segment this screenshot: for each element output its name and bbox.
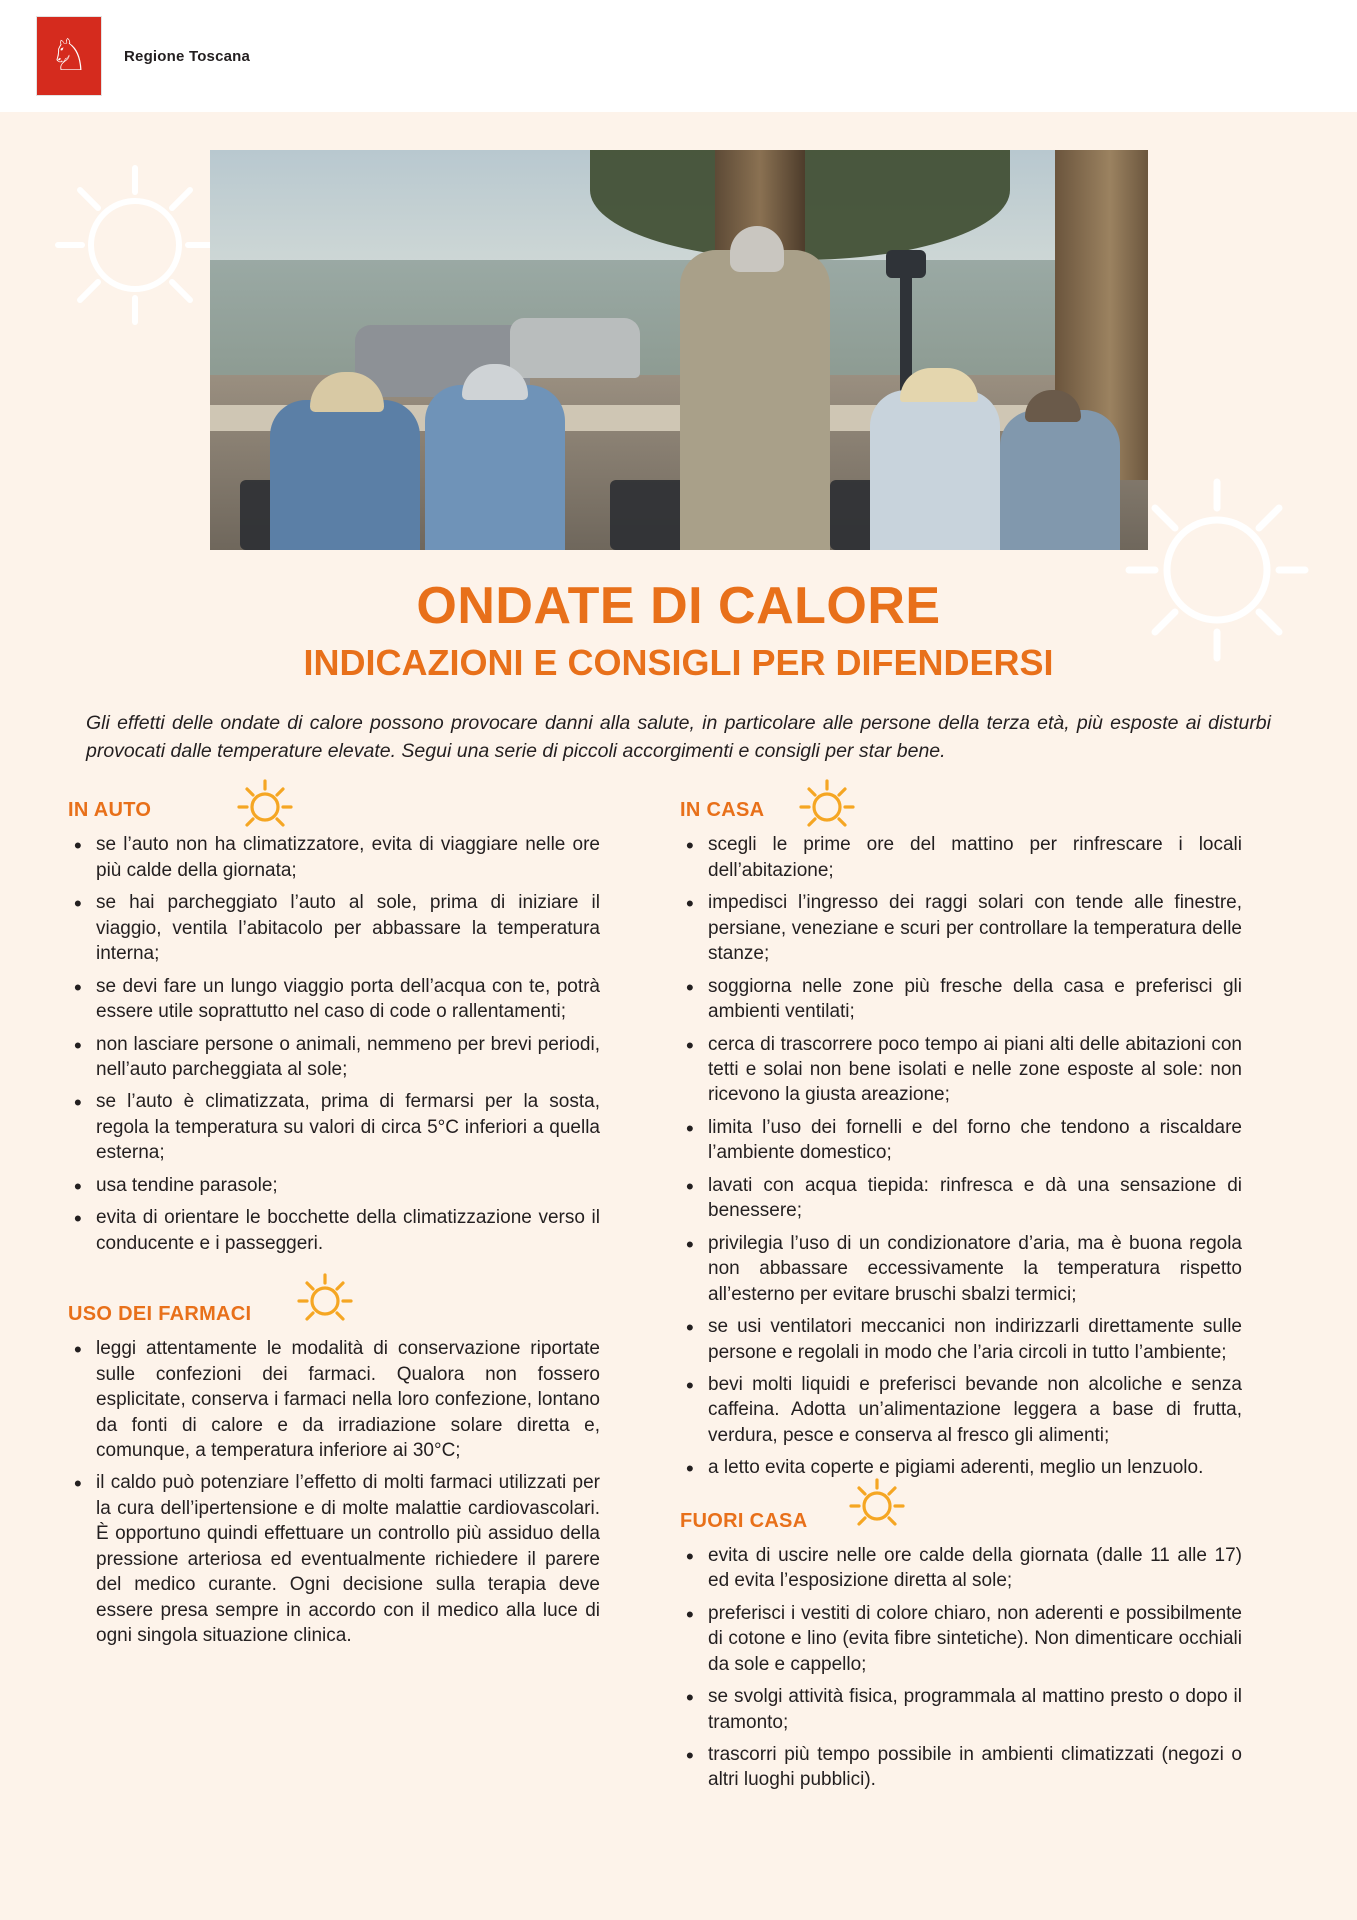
- section-fuori-casa: [652, 1510, 1242, 1543]
- sun-icon-in-casa: [792, 775, 862, 840]
- organization-name: Regione Toscana: [124, 47, 251, 65]
- list-item: • soggiorna nelle zone più fresche della casa e preferisci gli ambienti ventilati;: [708, 974, 1242, 1025]
- section-heading-in-auto: IN AUTO: [68, 799, 152, 822]
- content-columns: [40, 799, 1317, 1800]
- section-in-casa: [652, 799, 1242, 832]
- sun-icon-fuori-casa: [842, 1474, 912, 1539]
- list-item: • il caldo può potenziare l’effetto di molti farmaci utilizzati per la cura dell’ipertensione e di molte malattie cardiovascolari. È opportuno quindi effettuare un controllo più assiduo della pressione arteriosa ed eventualmente richiedere il parere del medico curante. Ogni decisione sulla terapia deve essere presa sempre in accordo con il medico alla luce di ogni singola situazione clinica.: [96, 1470, 600, 1648]
- list-item: • se usi ventilatori meccanici non indirizzarli direttamente sulle persone e regolali in modo che l’aria circoli in tutto l’ambiente;: [708, 1314, 1242, 1365]
- list-item: • se l’auto è climatizzata, prima di fermarsi per la sosta, regola la temperatura su valori di circa 5°C inferiori a quella esterna;: [96, 1089, 600, 1165]
- list-item: • usa tendine parasole;: [96, 1173, 600, 1198]
- list-item: • cerca di trascorrere poco tempo ai piani alti delle abitazioni con tetti e solai non bene isolati e nelle zone esposte al sole: non ricevono la giusta areazione;: [708, 1032, 1242, 1108]
- list-item: • limita l’uso dei fornelli e del forno che tendono a riscaldare l’ambiente domestico;: [708, 1115, 1242, 1166]
- left-column: [40, 799, 600, 1800]
- list-item: • se svolgi attività fisica, programmala al mattino presto o dopo il tramonto;: [708, 1684, 1242, 1735]
- page-subtitle: INDICAZIONI E CONSIGLI PER DIFENDERSI: [303, 642, 1054, 683]
- list-item: • privilegia l’uso di un condizionatore d’aria, ma è buona regola non abbassare eccessivamente la temperatura rispetto all’esterno per evitare bruschi sbalzi termici;: [708, 1231, 1242, 1307]
- section-uso-dei-farmaci: [40, 1303, 600, 1336]
- list-item: • impedisci l’ingresso dei raggi solari con tende alle finestre, persiane, veneziane e scuri per controllare la temperatura delle stanze;: [708, 890, 1242, 966]
- list-item: • se hai parcheggiato l’auto al sole, prima di iniziare il viaggio, ventila l’abitacolo per abbassare la temperatura interna;: [96, 890, 600, 966]
- section-in-auto: [40, 799, 600, 832]
- page-header: [0, 0, 1357, 112]
- list-item: • evita di uscire nelle ore calde della giornata (dalle 11 alle 17) ed evita l’esposizione diretta al sole;: [708, 1543, 1242, 1594]
- section-heading-uso-dei-farmaci: USO DEI FARMACI: [68, 1303, 252, 1326]
- sun-icon-uso-dei-farmaci: [290, 1269, 360, 1334]
- regione-toscana-logo: [36, 16, 102, 96]
- list-uso-dei-farmaci: [40, 1336, 600, 1648]
- list-item: • evita di orientare le bocchette della climatizzazione verso il conducente e i passeggeri.: [96, 1205, 600, 1256]
- hero-section: [0, 112, 1357, 550]
- list-item: • non lasciare persone o animali, nemmeno per brevi periodi, nell’auto parcheggiata al sole;: [96, 1032, 600, 1083]
- list-in-auto: [40, 832, 600, 1256]
- list-item: • scegli le prime ore del mattino per rinfrescare i locali dell’abitazione;: [708, 832, 1242, 883]
- section-heading-in-casa: IN CASA: [680, 799, 765, 822]
- sun-icon-in-auto: [230, 775, 300, 840]
- list-item: • a letto evita coperte e pigiami aderenti, meglio un lenzuolo.: [708, 1455, 1242, 1480]
- hero-photo: [210, 150, 1148, 550]
- list-fuori-casa: [652, 1543, 1242, 1793]
- list-item: • trascorri più tempo possibile in ambienti climatizzati (negozi o altri luoghi pubblici).: [708, 1742, 1242, 1793]
- list-item: • lavati con acqua tiepida: rinfresca e dà una sensazione di benessere;: [708, 1173, 1242, 1224]
- section-heading-fuori-casa: FUORI CASA: [680, 1509, 808, 1532]
- list-item: • preferisci i vestiti di colore chiaro, non aderenti e possibilmente di cotone e lino (evita fibre sintetiche). Non dimenticare occhiali da sole e cappello;: [708, 1601, 1242, 1677]
- list-item: • bevi molti liquidi e preferisci bevande non alcoliche e senza caffeina. Adotta un’alimentazione leggera a base di frutta, verdura, pesce e conserva al fresco gli alimenti;: [708, 1372, 1242, 1448]
- list-item: • leggi attentamente le modalità di conservazione riportate sulle confezioni dei farmaci. Qualora non fossero esplicitate, conserva i farmaci nella loro confezione, lontano da fonti di calore e da irradiazione solare diretta e, comunque, a temperatura inferiore ai 30°C;: [96, 1336, 600, 1463]
- right-column: [652, 799, 1242, 1800]
- pegasus-icon: ♘: [49, 31, 89, 80]
- list-item: • se l’auto non ha climatizzatore, evita di viaggiare nelle ore più calde della giornata;: [96, 832, 600, 883]
- intro-paragraph: Gli effetti delle ondate di calore possono provocare danni alla salute, in particolare alle persone della terza età, più esposte ai disturbi provocati dalle temperature elevate. Segui una serie di piccoli accorgimenti e consigli per star bene.: [86, 712, 1271, 762]
- page-title: ONDATE DI CALORE: [416, 577, 941, 635]
- list-in-casa: [652, 832, 1242, 1480]
- list-item: • se devi fare un lungo viaggio porta dell’acqua con te, potrà essere utile soprattutto nel caso di code o rallentamenti;: [96, 974, 600, 1025]
